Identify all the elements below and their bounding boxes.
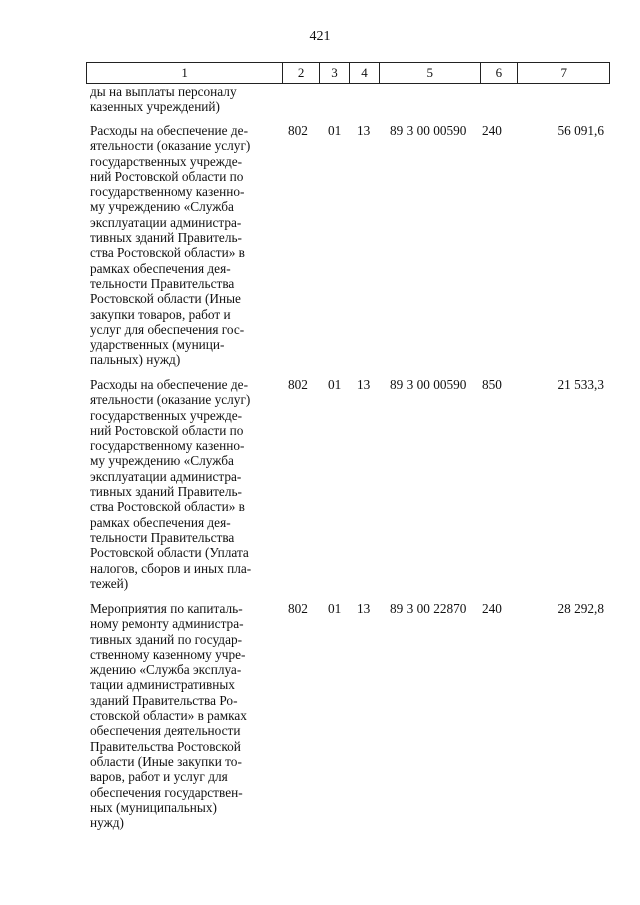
column-header-2: 2 xyxy=(283,63,320,83)
cell-target-article: 89 3 00 22870 xyxy=(390,601,467,616)
column-header-1: 1 xyxy=(87,63,283,83)
row-description: ды на выплаты персоналу казенных учреждений) xyxy=(90,84,237,115)
cell-ministry-code: 802 xyxy=(288,601,308,616)
cell-ministry-code: 802 xyxy=(288,377,308,392)
column-header-5: 5 xyxy=(380,63,481,83)
cell-expense-type: 850 xyxy=(482,377,502,392)
table-header xyxy=(86,62,610,84)
cell-target-article: 89 3 00 00590 xyxy=(390,377,467,392)
column-header-4: 4 xyxy=(350,63,380,83)
row-description: Мероприятия по капиталь- ному ремонту администра- тивных зданий по государ- ственному казенному учре- ждению «Служба эксплуа- тации административных зданий Правительства Ро- стовской области» в рамках обеспечения деятельности Правительства Ростовской области (Иные закупки то- варов, работ и услуг для обеспечения государствен- ных (муниципальных) нужд) xyxy=(90,601,247,831)
cell-expense-type: 240 xyxy=(482,601,502,616)
cell-subsection: 13 xyxy=(357,377,371,392)
row-description: Расходы на обеспечение де- ятельности (оказание услуг) государственных учрежде- ний Ростовской области по государственному казенно- му учреждению «Служба эксплуатации администра- тивных зданий Правитель- ства Ростовской области» в рамках обеспечения дея- тельности Правительства Ростовской области (Иные закупки товаров, работ и услуг для обеспечения гос- ударственных (муници- пальных) нужд) xyxy=(90,123,251,368)
cell-expense-type: 240 xyxy=(482,123,502,138)
cell-ministry-code: 802 xyxy=(288,123,308,138)
page-number: 421 xyxy=(309,29,331,44)
cell-subsection: 13 xyxy=(357,601,371,616)
cell-subsection: 13 xyxy=(357,123,371,138)
column-header-6: 6 xyxy=(481,63,519,83)
cell-amount: 21 533,3 xyxy=(557,377,604,392)
column-header-3: 3 xyxy=(320,63,350,83)
cell-amount: 28 292,8 xyxy=(557,601,604,616)
cell-section: 01 xyxy=(328,377,342,392)
cell-section: 01 xyxy=(328,123,342,138)
column-header-7: 7 xyxy=(560,65,567,80)
cell-amount: 56 091,6 xyxy=(557,123,604,138)
cell-section: 01 xyxy=(328,601,342,616)
row-description: Расходы на обеспечение де- ятельности (оказание услуг) государственных учрежде- ний Ростовской области по государственному казенно- му учреждению «Служба эксплуатации администра- тивных зданий Правитель- ства Ростовской области» в рамках обеспечения дея- тельности Правительства Ростовской области (Уплата налогов, сборов и иных пла- тежей) xyxy=(90,377,252,591)
cell-target-article: 89 3 00 00590 xyxy=(390,123,467,138)
